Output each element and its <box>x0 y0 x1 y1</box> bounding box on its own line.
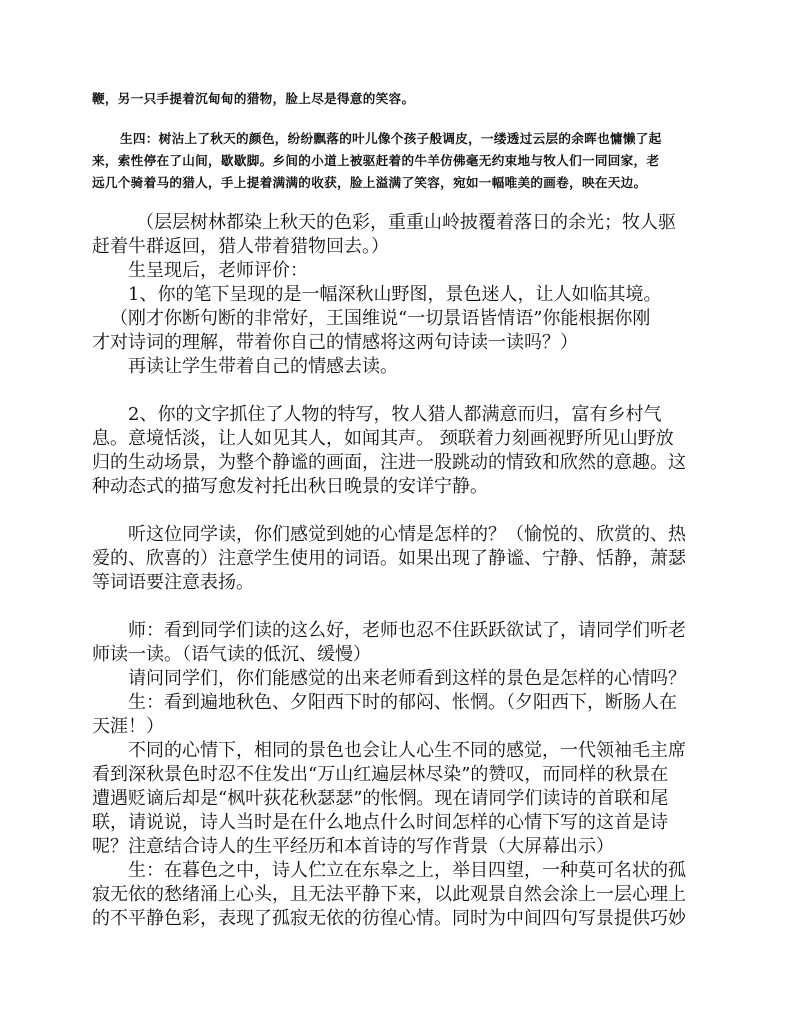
paragraph-line: 生：看到遍地秋色、夕阳西下时的郁闷、怅惘。（夕阳西下，断肠人在 <box>128 692 677 713</box>
paragraph-line: 师：看到同学们读的这么好，老师也忍不住跃跃欲试了，请同学们听老 <box>128 620 686 641</box>
paragraph-line: 不同的心情下，相同的景色也会让人心生不同的感觉，一代领袖毛主席 <box>128 740 686 761</box>
paragraph-line: 生呈现后，老师评价： <box>128 260 308 281</box>
paragraph-line: 遭遇贬谪后却是“枫叶荻花秋瑟瑟”的怅惘。现在请同学们读诗的首联和尾 <box>92 788 669 809</box>
paragraph-line: 再读让学生带着自己的情感去读。 <box>128 356 398 377</box>
paragraph-line: 听这位同学读，你们感觉到她的心情是怎样的？（愉悦的、欣赏的、热 <box>128 524 686 545</box>
paragraph-line: 1、你的笔下呈现的是一幅深秋山野图，景色迷人，让人如临其境。 <box>128 284 662 305</box>
paragraph-line: 看到深秋景色时忍不住发出“万山红遍层林尽染”的赞叹，而同样的秋景在 <box>92 764 669 785</box>
paragraph-line: 的不平静色彩，表现了孤寂无依的彷徨心情。同时为中间四句写景提供巧妙 <box>92 908 686 929</box>
paragraph-line: 种动态式的描写愈发衬托出秋日晚景的安详宁静。 <box>92 476 488 497</box>
paragraph-line: 呢？注意结合诗人的生平经历和本首诗的写作背景（大屏幕出示） <box>92 836 614 857</box>
paragraph-line: 联，请说说，诗人当时是在什么地点什么时间怎样的心情下写的这首是诗 <box>92 812 668 833</box>
paragraph-line: 天涯！） <box>92 716 164 737</box>
paragraph-line: 生：在暮色之中，诗人伫立在东皋之上，举目四望，一种莫可名状的孤 <box>128 860 686 881</box>
paragraph-line: 归的生动场景，为整个静谧的画面，注进一股跳动的情致和欣然的意趣。这 <box>92 452 686 473</box>
handwritten-line: 远几个骑着马的猎人，手上提着满满的收获，脸上溢满了笑容，宛如一幅唯美的画卷，映在天边。 <box>92 175 647 190</box>
paragraph-line: 等词语要注意表扬。 <box>92 572 254 593</box>
paragraph-line: 赶着牛群返回，猎人带着猎物回去。） <box>92 236 389 257</box>
paragraph-line: 请问同学们，你们能感觉的出来老师看到这样的景色是怎样的心情吗？ <box>128 668 686 689</box>
handwritten-line: 生四：树沾上了秋天的颜色，纷纷飘落的叶儿像个孩子般调皮，一缕透过云层的余晖也慵懒了起 <box>120 131 662 146</box>
handwritten-line: 鞭，另一只手提着沉甸甸的猎物，脸上尽是得意的笑容。 <box>92 91 415 106</box>
paragraph-line: （层层树林都染上秋天的色彩，重重山岭披覆着落日的余光；牧人驱 <box>136 212 676 233</box>
handwritten-line: 来，索性停在了山间，歇歇脚。乡间的小道上被驱赶着的牛羊仿佛毫无约束地与牧人们一同回家，老 <box>92 153 660 168</box>
paragraph-line: 寂无依的愁绪涌上心头，且无法平静下来，以此观景自然会涂上一层心理上 <box>92 884 686 905</box>
paragraph-line: 爱的、欣喜的）注意学生使用的词语。如果出现了静谧、宁静、恬静，萧瑟 <box>92 548 686 569</box>
paragraph-line: 师读一读。（语气读的低沉、缓慢） <box>92 644 371 665</box>
paragraph-line: 才对诗词的理解，带着你自己的情感将这两句诗读一读吗？） <box>92 332 578 353</box>
paragraph-line: （刚才你断句断的非常好，王国维说“一切景语皆情语”你能根据你刚 <box>110 308 651 329</box>
paragraph-line: 息。意境恬淡，让人如见其人，如闻其声。 颈联着力刻画视野所见山野放 <box>92 428 674 449</box>
paragraph-line: 2、你的文字抓住了人物的特写，牧人猎人都满意而归，富有乡村气 <box>128 404 662 425</box>
